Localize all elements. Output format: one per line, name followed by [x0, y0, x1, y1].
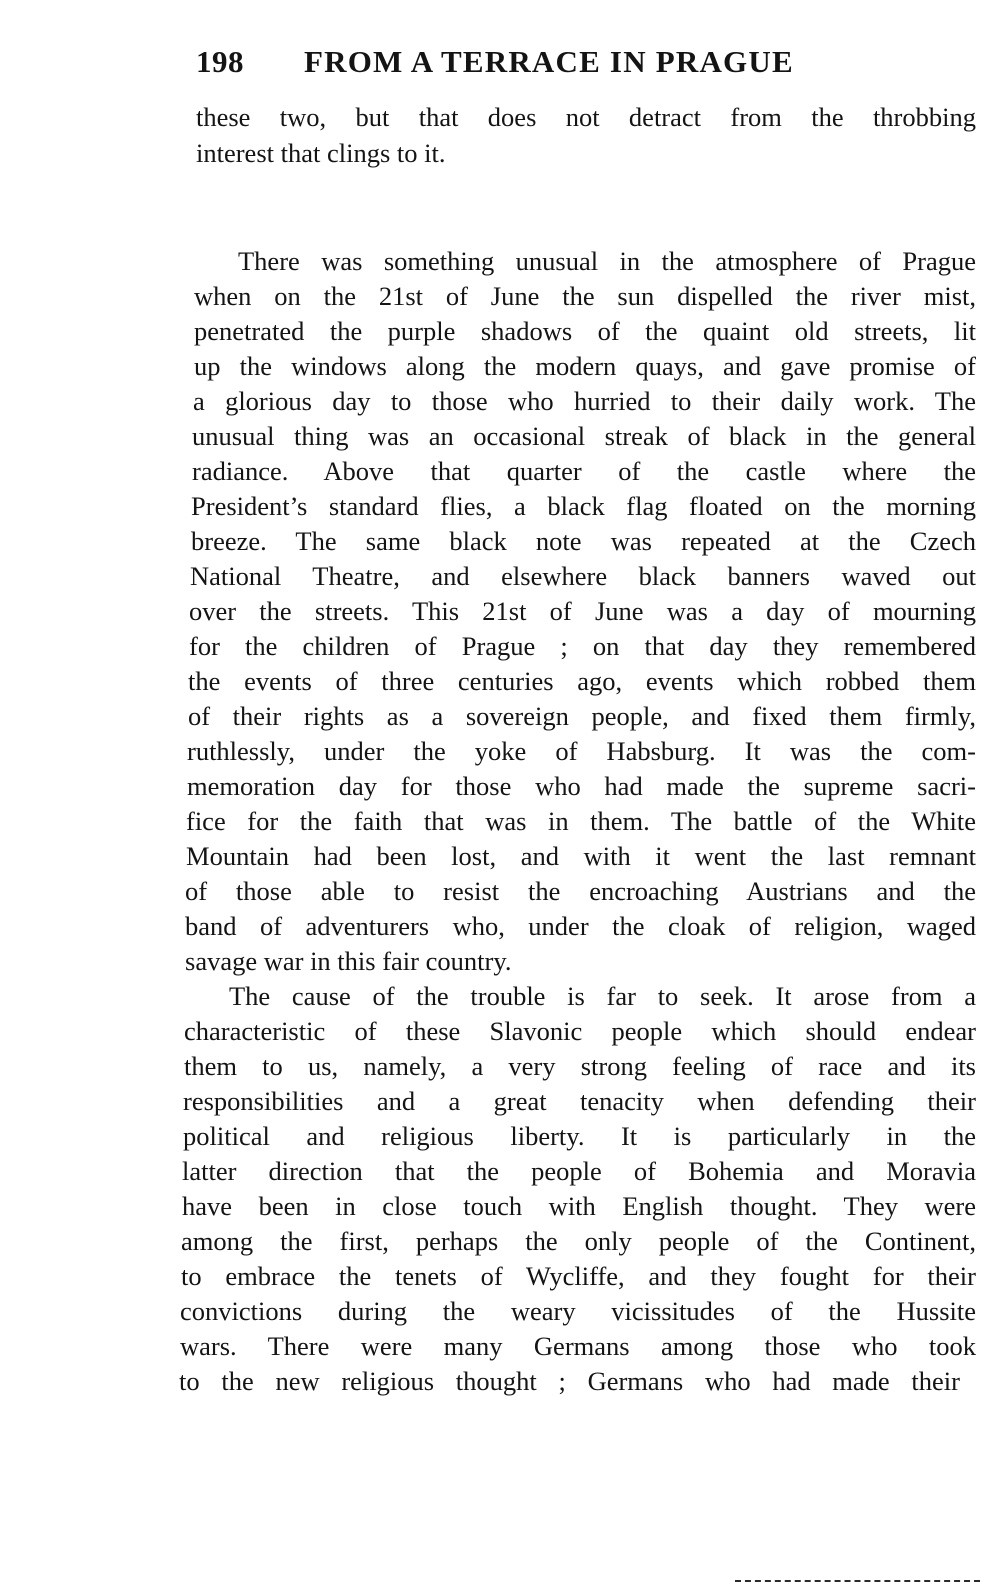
- text-line: over the streets. This 21st of June was a day of mourning: [189, 596, 976, 626]
- text-line: to embrace the tenets of Wycliffe, and they fought for their: [181, 1261, 976, 1291]
- text-line: them to us, namely, a very strong feeling of race and its: [184, 1051, 976, 1081]
- text-line: up the windows along the modern quays, and gave promise of: [194, 351, 976, 381]
- text-line: interest that clings to it.: [196, 138, 446, 168]
- text-line: unusual thing was an occasional streak of black in the general: [192, 421, 976, 451]
- text-line: breeze. The same black note was repeated at the Czech: [191, 526, 976, 556]
- text-line: to the new religious thought ; Germans who had made their: [179, 1366, 960, 1396]
- text-line: band of adventurers who, under the cloak of religion, waged: [185, 911, 976, 941]
- text-line: characteristic of these Slavonic people which should endear: [184, 1016, 976, 1046]
- text-line: political and religious liberty. It is particularly in the: [183, 1121, 976, 1151]
- text-line: these two, but that does not detract from the throbbing: [196, 102, 976, 132]
- text-line: fice for the faith that was in them. The battle of the White: [186, 806, 976, 836]
- text-line: savage war in this fair country.: [185, 946, 512, 976]
- paragraph-first-line: The cause of the trouble is far to seek. It arose from a: [229, 981, 976, 1011]
- text-line: of those able to resist the encroaching Austrians and the: [185, 876, 976, 906]
- text-line: ruthlessly, under the yoke of Habsburg. It was the com-: [187, 736, 976, 766]
- text-line: of their rights as a sovereign people, and fixed them firmly,: [188, 701, 976, 731]
- text-line: wars. There were many Germans among those who took: [180, 1331, 976, 1361]
- text-line: Mountain had been lost, and with it went the last remnant: [186, 841, 976, 871]
- text-line: penetrated the purple shadows of the quaint old streets, lit: [194, 316, 976, 346]
- text-line: responsibilities and a great tenacity when defending their: [183, 1086, 976, 1116]
- text-line: memoration day for those who had made the supreme sacri-: [187, 771, 976, 801]
- text-line: the events of three centuries ago, events which robbed them: [188, 666, 976, 696]
- text-line: convictions during the weary vicissitudes of the Hussite: [180, 1296, 976, 1326]
- text-line: a glorious day to those who hurried to their daily work. The: [193, 386, 976, 416]
- text-line: National Theatre, and elsewhere black banners waved out: [190, 561, 976, 591]
- page-number: 198: [196, 44, 244, 79]
- text-line: for the children of Prague ; on that day they remembered: [189, 631, 976, 661]
- text-line: President’s standard flies, a black flag floated on the morning: [191, 491, 976, 521]
- text-line: among the first, perhaps the only people of the Continent,: [181, 1226, 976, 1256]
- paragraph-first-line: There was something unusual in the atmosphere of Prague: [238, 246, 976, 276]
- text-line: radiance. Above that quarter of the castle where the: [192, 456, 976, 486]
- running-title: FROM A TERRACE IN PRAGUE: [304, 44, 794, 79]
- text-line: latter direction that the people of Bohemia and Moravia: [182, 1156, 976, 1186]
- text-line: when on the 21st of June the sun dispelled the river mist,: [194, 281, 976, 311]
- bottom-rule: [735, 1580, 980, 1582]
- text-line: have been in close touch with English thought. They were: [182, 1191, 976, 1221]
